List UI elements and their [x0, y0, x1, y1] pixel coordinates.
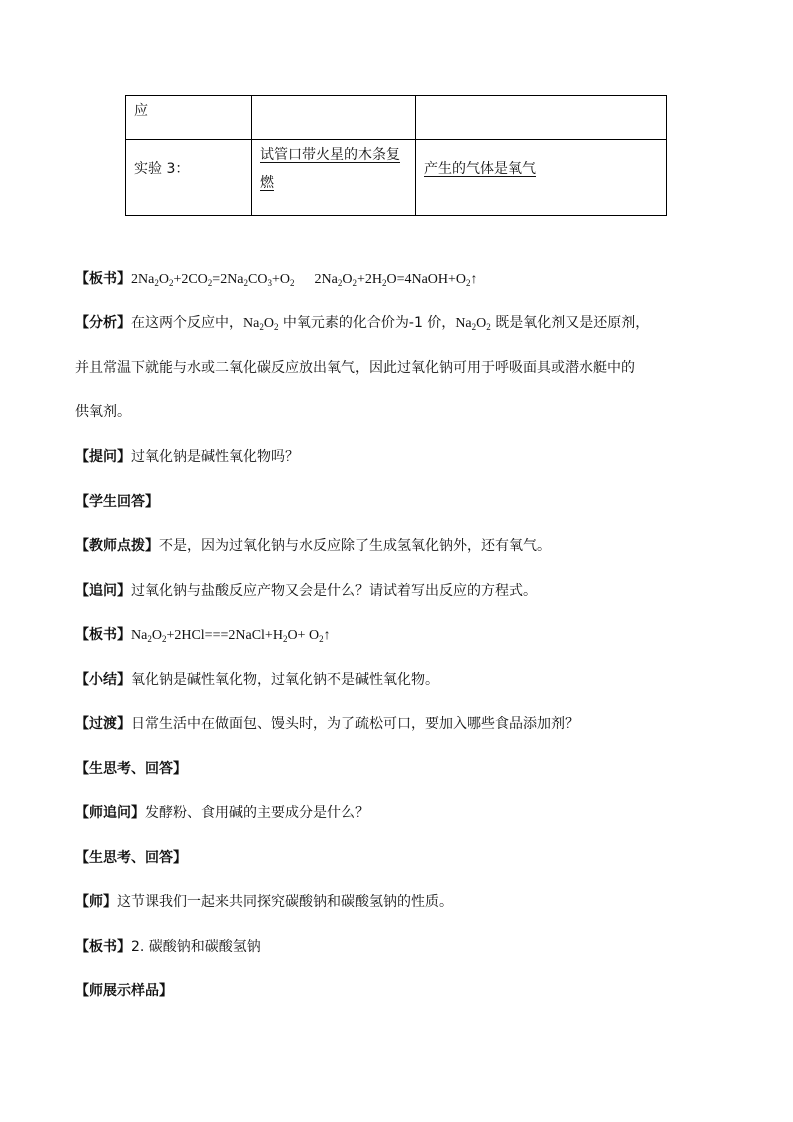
paragraph-question: 【提问】过氧化钠是碱性氧化物吗？	[75, 449, 299, 465]
table-cell	[252, 140, 416, 215]
paragraph-follow-up: 【追问】过氧化钠与盐酸反应产物又会是什么？请试着写出反应的方程式。	[75, 583, 537, 599]
paragraph-tag: 【过渡】	[75, 716, 131, 732]
paragraph-tag: 【追问】	[75, 583, 131, 599]
paragraph-student-answer	[75, 491, 675, 511]
paragraph-tag: 【板书】	[75, 939, 131, 955]
paragraph-tag: 【教师点拨】	[75, 538, 159, 554]
paragraph-tag: 【师】	[75, 894, 117, 910]
experiment-table	[125, 95, 667, 216]
table-row	[126, 140, 666, 215]
paragraph-tag: 【分析】	[75, 315, 131, 331]
paragraph-tag: 【生思考、回答】	[75, 850, 187, 866]
paragraph-tag: 【小结】	[75, 672, 131, 688]
paragraph-analysis-line3: 供氧剂。	[75, 404, 131, 420]
paragraph-board-equation	[75, 624, 675, 644]
table-cell	[416, 96, 666, 139]
formula: $Na_2O_2$	[455, 316, 491, 332]
equation-1: $2Na_2O_2+2CO_2=2Na_2CO_3+O_2$	[131, 272, 295, 288]
paragraph-board-equations	[75, 268, 675, 288]
paragraph-tag: 【生思考、回答】	[75, 761, 187, 777]
paragraph-teacher-hint: 【教师点拨】不是，因为过氧化钠与水反应除了生成氢氧化钠外，还有氧气。	[75, 538, 551, 554]
paragraph-transition: 【过渡】日常生活中在做面包、馒头时，为了疏松可口，要加入哪些食品添加剂？	[75, 716, 579, 732]
paragraph-student-think	[75, 758, 675, 778]
paragraph-teacher-show-samples	[75, 980, 675, 1000]
formula: $Na_2O_2$	[243, 316, 279, 332]
paragraph-summary: 【小结】氧化钠是碱性氧化物，过氧化钠不是碱性氧化物。	[75, 672, 439, 688]
paragraph-tag: 【师追问】	[75, 805, 145, 821]
paragraph-teacher-follow-up: 【师追问】发酵粉、食用碱的主要成分是什么？	[75, 805, 369, 821]
paragraph-board-heading: 【板书】2. 碳酸钠和碳酸氢钠	[75, 939, 261, 955]
equation-2: $2Na_2O_2+2H_2O=4NaOH+O_2↑$	[314, 272, 478, 288]
table-cell	[126, 140, 252, 215]
table-cell	[126, 96, 252, 139]
paragraph-student-think	[75, 847, 675, 867]
paragraph-tag: 【提问】	[75, 449, 131, 465]
paragraph-tag: 【师展示样品】	[75, 983, 173, 999]
paragraph-tag: 【学生回答】	[75, 494, 159, 510]
cell-text: 应	[134, 103, 148, 119]
cell-text: 试管口带火星的木条复	[260, 147, 400, 163]
paragraph-tag: 【板书】	[75, 271, 131, 287]
table-row	[126, 96, 666, 140]
paragraph-analysis-line2: 并且常温下就能与水或二氧化碳反应放出氧气，因此过氧化钠可用于呼吸面具或潜水艇中的	[75, 360, 635, 376]
paragraph-tag: 【板书】	[75, 627, 131, 643]
paragraph-analysis-line1: 【分析】在这两个反应中，$Na_2O_2$ 中氧元素的化合价为-1 价，$Na_2O_2$ 既是氧化剂又是还原剂，	[75, 315, 650, 332]
equation-3: $Na_2O_2+2HCl===2NaCl+H_2O+$ $O_2↑$	[131, 628, 331, 644]
table-cell	[252, 96, 416, 139]
cell-text: 燃	[260, 175, 274, 191]
cell-text: 产生的气体是氧气	[424, 161, 536, 177]
paragraph-teacher: 【师】这节课我们一起来共同探究碳酸钠和碳酸氢钠的性质。	[75, 894, 453, 910]
cell-text: 实验 3：	[134, 161, 190, 177]
table-cell	[416, 140, 666, 215]
